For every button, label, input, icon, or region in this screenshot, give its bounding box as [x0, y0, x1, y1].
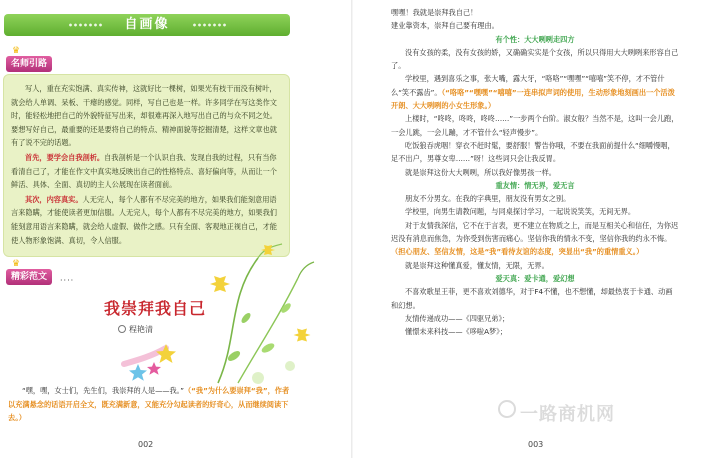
chapter-title: 自画像 [124, 17, 170, 32]
page-number-right: 003 [528, 440, 544, 449]
essay-paragraph: 没有女孩的柔，没有女孩的娇，又确确实实是个女孩，所以只得用大大咧咧来形容自己了。 [391, 47, 679, 71]
guide-badge: 名师引路 [6, 56, 52, 72]
essay-paragraph: 就是崇拜这份大大咧咧，所以我好像男孩一样。 [405, 167, 556, 177]
page-number-left: 002 [138, 440, 154, 449]
right-page [353, 0, 704, 458]
stars-illustration [118, 340, 188, 382]
essay-paragraph: 上楼时，“咚咚，咚咚，咚咚……”一步两个台阶。淑女般？当然不是，这叫一会儿跑，一会儿跳，一会儿蹦，才不管什么“轻声慢步”。 [391, 114, 679, 137]
essay-paragraph: 吃饭狼吞虎咽！穿衣不赶时髦，要舒服！警告你哦，不要在我面前提什么“细嚼慢咽，足不出户，男尊女卑……”呀！这些词只会让我反胃。 [391, 140, 675, 164]
essay-title: 我崇拜我自己 [103, 299, 206, 318]
margin-comment: （“咯咯”“嘿嘿”“嘻嘻”一连串拟声词的使用，生动形象地刻画出一个活泼开朗、大大咧咧的小女生形象。） [391, 87, 675, 111]
right-page-body [391, 6, 679, 338]
section-heading: 爱天真：爱卡通，爱幻想 [495, 273, 575, 283]
essay-paragraph: 嘿嘿！我就是崇拜我自己！ [391, 8, 478, 17]
section-heading: 有个性：大大咧咧走四方 [495, 34, 575, 44]
watermark: 一路商机网 [520, 404, 615, 425]
title-bar [4, 14, 290, 36]
essay-badge-dots: ···· [60, 276, 75, 285]
essay-author: 程艳清 [118, 324, 153, 335]
essay-paragraph: 学校里，遇到喜乐之事，张大嘴，露大牙，“咯咯”“嘿嘿”“嘻嘻”笑不停，才不管什么“笑不露齿”。（“咯咯”“嘿嘿”“嘻嘻”一连串拟声词的使用，生动形象地刻画出一个活泼开朗、大大咧咧的小女生形象。） [391, 74, 675, 111]
essay-paragraph: 就是崇拜这种懂真爱，懂友情，无限，无界。 [405, 260, 549, 270]
essay-paragraph: 学校里，向男生请教问题，与同桌探讨学习，一起说说笑笑，无间无界。 [405, 207, 636, 217]
left-page [0, 0, 351, 458]
essay-paragraph: 建业靠资本，崇拜自己要有理由。 [391, 21, 499, 31]
guide-paragraph-2: 首先，要学会自我剖析。自我剖析是一个认识自我、发现自我的过程，只有当你看清自己了，才能在作文中真实地反映出自己的性格特点、喜好偏向等，从而让一个鲜活、具体、全面、真切的主人公展现在读者面前。 [11, 152, 277, 190]
essay-paragraph: 懂憬未来科技——《哆啦A梦》； [405, 327, 507, 337]
guide-paragraph-1: 写人，重在充实饱满、真实传神，这就好比一棵树，如果光有枝干而没有树叶，就会给人单调、呆板、干瘪的感觉。同样，写自己也是一样。许多同学在写这类作文时，能轻松地把自己的外貌特征写出来，却很难再深入地写出自己的与众不同之处。要想写好自己，最重要的还是要将自己的特点、精神面貌等挖掘清楚，这样文章也就有了说不完的话题。 [11, 84, 277, 148]
guide-paragraph-3: 其次，内容真实。人无完人，每个人都有不尽完美的地方，如果我们能刻意用语言来隐瞒，才能使读者更加信服。人无完人，每个人都有不尽完美的地方，如果我们能刻意用语言来隐瞒，就会给人虚假、做作之感。只有全面、客观地正视自己，才能使人物形象饱满、真切，令人信服。 [11, 194, 277, 245]
essay-paragraph: 对于友情我深信，它不在于言表，更不建立在物质之上，而是互相关心和信任，为你迟迟没有消息而焦急，为你受到伤害而痛心。坚信你我的情永不变，坚信你我的约永不悔。（担心朋友、坚信友情，这是“我”看待友谊的态度，突显出“我”的重情重义。） [391, 220, 679, 257]
margin-comment: （担心朋友、坚信友情，这是“我”看待友谊的态度，突显出“我”的重情重义。） [391, 247, 644, 257]
author-mark-icon [118, 325, 126, 333]
essay-paragraph: 不喜欢歌星王菲，更不喜欢刘德华，对于F4不懂，也不想懂，却最热衷于卡通、动画和幻想。 [391, 287, 673, 310]
essay-opening: “嘿，嘿，女士们，先生们，我崇拜的人是——我。”（“我”为什么要崇拜“我”，作者以充满悬念的话语开启全文，既充满新意，又能充分勾起读者的好奇心，从而继续阅读下去。） [8, 386, 290, 423]
watermark-logo-icon [498, 400, 516, 418]
section-heading: 重友情：情无界，爱无言 [495, 180, 575, 190]
essay-badge: 精彩范文 [6, 269, 52, 285]
essay-paragraph: 朋友不分男女。在我的字典里，朋友没有男女之别。 [405, 194, 571, 204]
crown-icon: ♛ [12, 46, 21, 56]
guide-box [3, 74, 290, 257]
essay-paragraph: 友情传递成功——《四驱兄弟》； [405, 313, 510, 323]
crown-icon: ♛ [12, 259, 21, 269]
